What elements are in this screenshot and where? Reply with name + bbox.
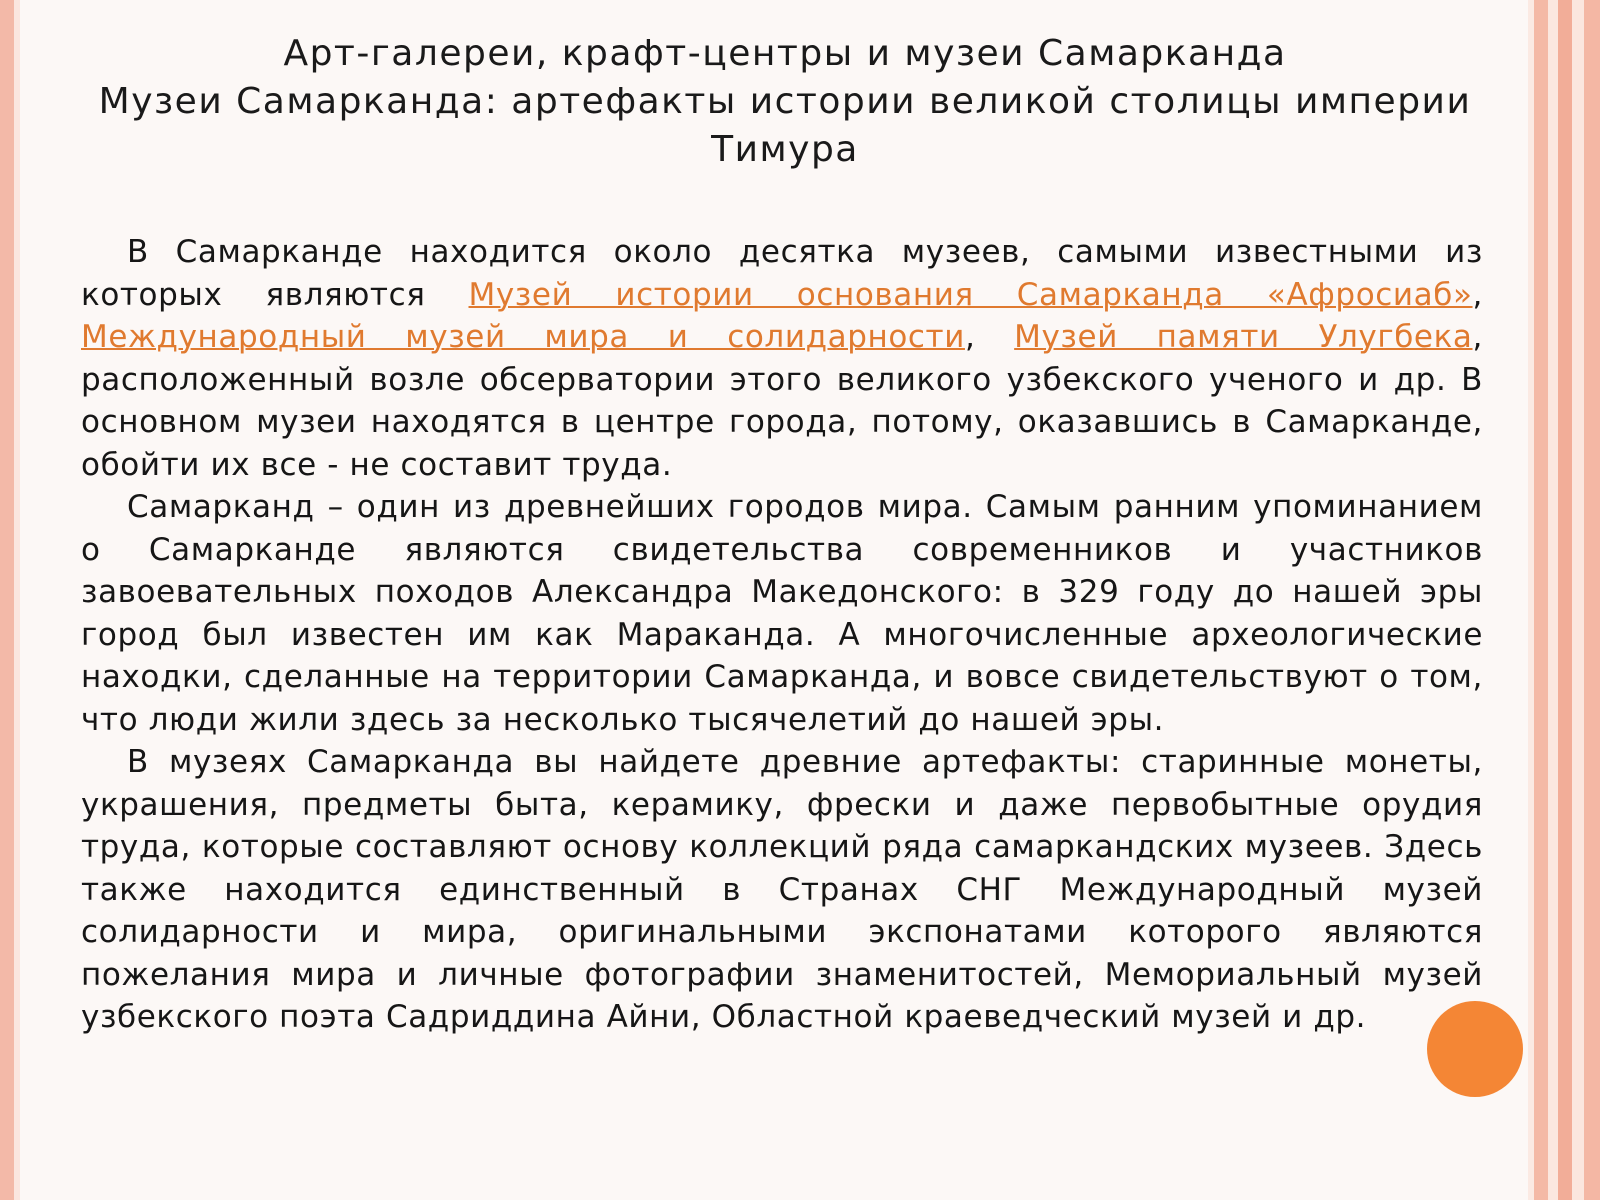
paragraph-1-sep-1: , [1472,276,1483,313]
paragraph-1-intro: В Самарканде находится около десятка музеев, самыми известными из которых являются [81,234,1483,313]
orange-circle-decoration [1427,1001,1523,1097]
paragraph-1-rest: , расположенный возле обсерватории этого великого узбекского ученого и др. В основном музеи находятся в центре города, потому, оказавшись в Самарканде, обойти их все - не составит труда. [81,319,1483,483]
paragraph-1 [81,231,1483,486]
body-text [81,231,1483,1039]
link-afrosiab-museum[interactable]: Музей истории основания Самарканда «Афросиаб» [468,276,1473,313]
right-decor-stripes [1528,0,1600,1200]
link-ulugbek-museum[interactable]: Музей памяти Улугбека [1014,319,1473,355]
link-international-peace-museum[interactable]: Международный музей мира и солидарности [81,319,965,355]
paragraph-2: Самарканд – один из древнейших городов мира. Самым ранним упоминанием о Самарканде являются свидетельства современников и участников завоевательных походов Александра Македонского: в 329 году до нашей эры город был известен им как Мараканда. А многочисленные археологические находки, сделанные на территории Самарканда, и вовсе свидетельствуют о том, что люди жили здесь за несколько тысячелетий до нашей эры. [81,489,1483,738]
slide-title [80,30,1490,174]
left-decor-stripe [0,0,14,1200]
paragraph-1-sep-2: , [964,319,1015,355]
paragraph-3: В музеях Самарканда вы найдете древние артефакты: старинные монеты, украшения, предметы быта, керамику, фрески и даже первобытные орудия труда, которые составляют основу коллекций ряда самаркандских музеев. Здесь также находится единственный в Странах СНГ Международный музей солидарности и мира, оригинальными экспонатами которого являются пожелания мира и личные фотографии знаменитостей, Мемориальный музей узбекского поэта Садриддина Айни, Областной краеведческий музей и др. [81,744,1483,1035]
title-line-1: Арт-галереи, крафт-центры и музеи Самарканда [283,33,1287,74]
title-line-2: Музеи Самарканда: артефакты истории великой столицы империи Тимура [98,81,1472,170]
